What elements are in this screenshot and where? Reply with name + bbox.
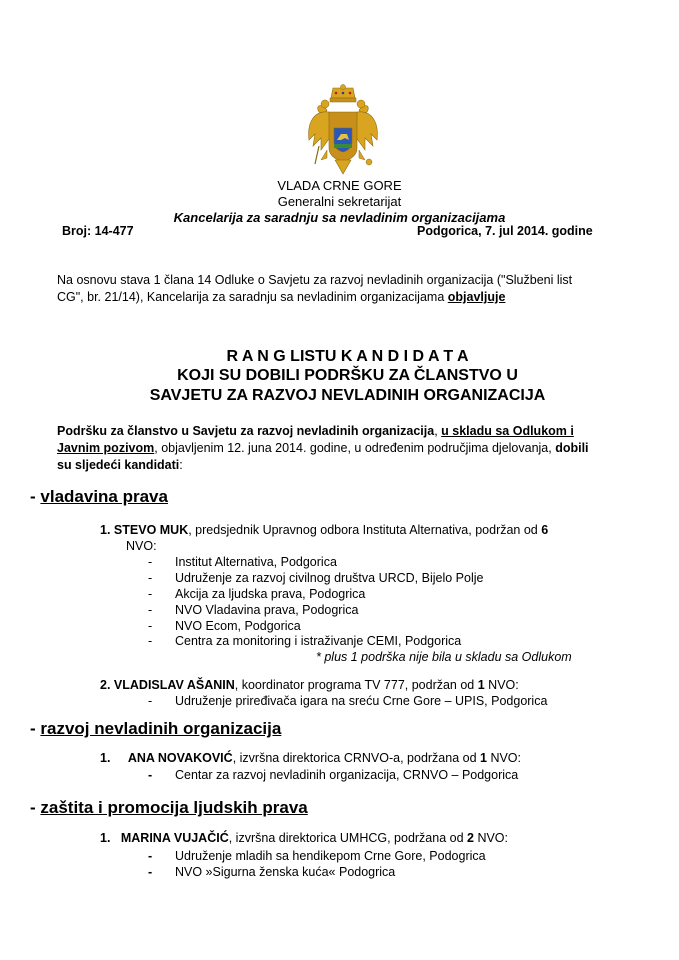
list-item: Centar za razvoj nevladinih organizacija, CRNVO – Podgorica xyxy=(175,768,519,782)
page-title-line-2: KOJI SU DOBILI PODRŠKU ZA ČLANSTVO U xyxy=(177,367,518,384)
list-bullet: - xyxy=(148,587,153,601)
list-item: Udruženje mladih sa hendikepom Crne Gore, Podogrica xyxy=(175,849,486,863)
list-bullet: - xyxy=(148,768,153,782)
list-bullet: - xyxy=(148,603,153,617)
list-bullet: - xyxy=(148,571,153,585)
intro-line-2: CG", br. 21/14), Kancelarija za saradnju sa nevladinim organizacijama objavljuje xyxy=(57,290,506,304)
list-bullet: - xyxy=(148,555,153,569)
list-item: NVO Vladavina prava, Podogrica xyxy=(175,603,359,617)
candidate-ana-novakovic: 1. ANA NOVAKOVIĆ, izvršna direktorica CRNVO-a, podržana od 1 NVO: xyxy=(100,751,522,765)
document-date: Podgorica, 7. jul 2014. godine xyxy=(417,224,593,238)
list-item: Udruženje za razvoj civilnog društva URCD, Bijelo Polje xyxy=(175,571,484,585)
office-name: Kancelarija za saradnju sa nevladinim organizacijama xyxy=(173,210,506,225)
list-bullet: - xyxy=(148,619,153,633)
para-line-2: Javnim pozivom, objavljenim 12. juna 2014. godine, u određenim područjima djelovanja, dobili xyxy=(57,441,589,455)
list-bullet: - xyxy=(148,849,153,863)
page-title-line-1: R A N G LISTU K A N D I D A T A xyxy=(226,348,469,365)
candidate-marina-vujacic: 1. MARINA VUJAČIĆ, izvršna direktorica UMHCG, podržana od 2 NVO: xyxy=(100,831,509,845)
list-item: Institut Alternativa, Podgorica xyxy=(175,555,337,569)
para-line-1: Podršku za članstvo u Savjetu za razvoj nevladinih organizacija, u skladu sa Odlukom i xyxy=(57,424,574,438)
intro-line-1: Na osnovu stava 1 člana 14 Odluke o Savjetu za razvoj nevladinih organizacija ("Službeni list xyxy=(57,273,573,287)
list-item: NVO »Sigurna ženska kuća« Podogrica xyxy=(175,865,396,879)
list-item: Centra za monitoring i istraživanje CEMI, Podgorica xyxy=(175,634,462,648)
section-heading-vladavina-prava: - vladavina prava xyxy=(30,487,168,506)
list-bullet: - xyxy=(148,634,153,648)
page-title-line-3: SAVJETU ZA RAZVOJ NEVLADINIH ORGANIZACIJA xyxy=(149,387,546,404)
candidate-continuation: NVO: xyxy=(126,539,157,553)
list-item: Akcija za ljudska prava, Podogrica xyxy=(175,587,366,601)
reference-number: Broj: 14-477 xyxy=(62,224,134,238)
section-heading-razvoj-nvo: - razvoj nevladinih organizacija xyxy=(30,719,282,738)
secretariat-name: Generalni sekretarijat xyxy=(277,194,402,209)
government-name: VLADA CRNE GORE xyxy=(277,178,402,193)
list-bullet: - xyxy=(148,865,153,879)
footnote: * plus 1 podrška nije bila u skladu sa Odlukom xyxy=(316,650,572,664)
candidate-stevo-muk: 1. STEVO MUK, predsjednik Upravnog odbora Instituta Alternativa, podržan od 6 xyxy=(100,523,549,537)
list-item: NVO Ecom, Podgorica xyxy=(175,619,301,633)
crown-icon xyxy=(330,85,356,103)
coat-of-arms-emblem xyxy=(305,84,381,178)
list-bullet: - xyxy=(148,694,153,708)
para-line-3: su sljedeći kandidati: xyxy=(57,458,183,472)
candidate-vladislav-asanin: 2. VLADISLAV AŠANIN, koordinator programa TV 777, podržan od 1 NVO: xyxy=(100,678,519,692)
list-item: Udruženje priređivača igara na sreću Crne Gore – UPIS, Podgorica xyxy=(175,694,548,708)
section-heading-ljudska-prava: - zaštita i promocija ljudskih prava xyxy=(30,798,308,817)
